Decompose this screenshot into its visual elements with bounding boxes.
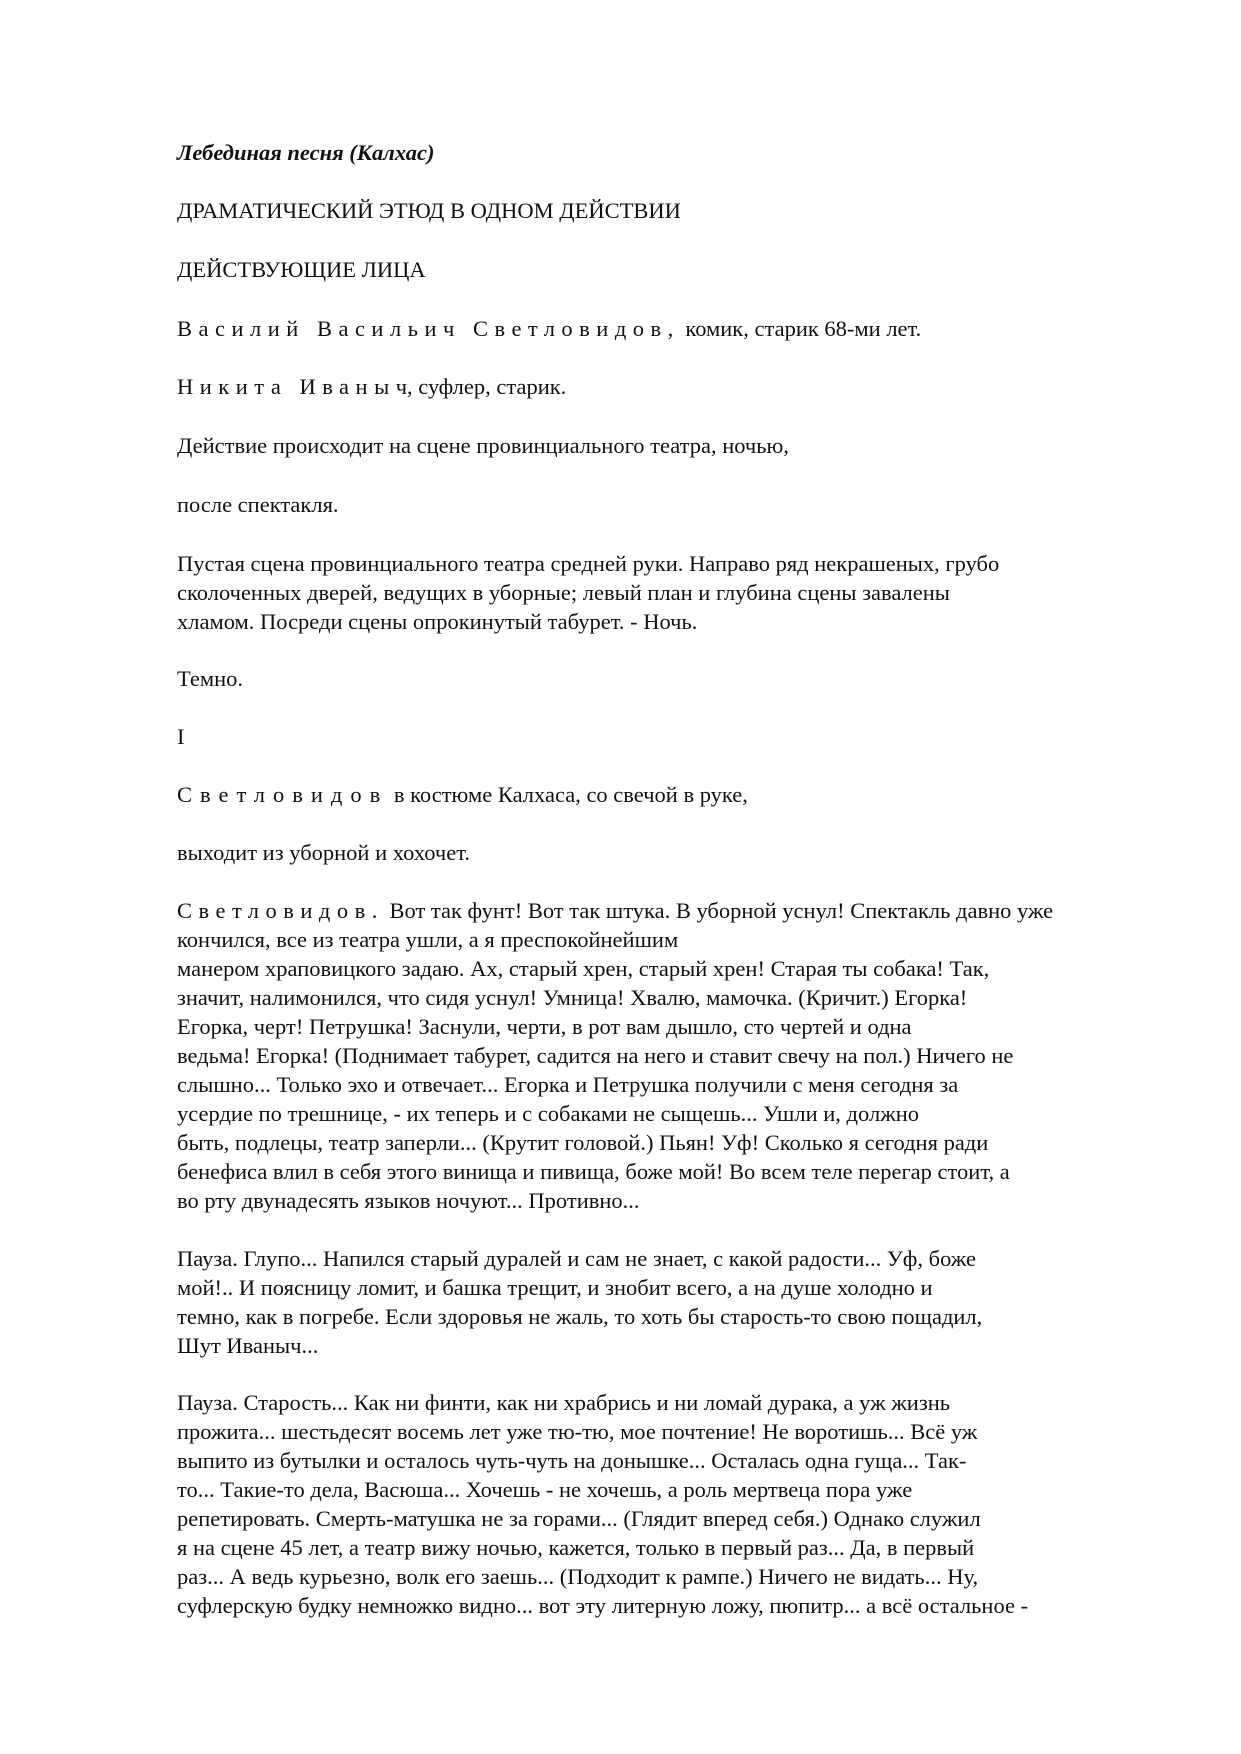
monologue-line: манером храповицкого задаю. Ах, старый хрен, старый хрен! Старая ты собака! Так, <box>177 956 990 981</box>
monologue-line: значит, налимонился, что сидя уснул! Умница! Хвалю, мамочка. (Кричит.) Егорка! <box>177 985 968 1010</box>
cast-description: комик, старик 68-ми лет. <box>679 316 922 341</box>
cast-entry <box>177 314 921 343</box>
play-subtitle: ДРАМАТИЧЕСКИЙ ЭТЮД В ОДНОМ ДЕЙСТВИИ <box>177 198 681 223</box>
cast-entry <box>177 372 566 401</box>
monologue-line <box>177 896 1053 925</box>
monologue-line: бенефиса влил в себя этого винища и пивища, боже мой! Во всем теле перегар стоит, а <box>177 1159 1010 1184</box>
stage-direction-line: сколоченных дверей, ведущих в уборные; левый план и глубина сцены завалены <box>177 580 950 605</box>
pause-paragraph-line: Шут Иваныч... <box>177 1333 319 1358</box>
pause-paragraph-line: Пауза. Глупо... Напился старый дуралей и сам не знает, с какой радости... Уф, боже <box>177 1246 976 1271</box>
entrance-direction <box>177 780 748 809</box>
pause-paragraph-line: прожита... шестьдесят восемь лет уже тю-тю, мое почтение! Не воротишь... Всё уж <box>177 1419 978 1444</box>
character-name: Светловидов <box>177 782 389 807</box>
setting-line: Действие происходит на сцене провинциального театра, ночью, <box>177 433 789 458</box>
cast-name: Никита Иваны <box>177 374 396 399</box>
pause-paragraph-line: выпито из бутылки и осталось чуть-чуть на донышке... Осталась одна гуща... Так- <box>177 1448 967 1473</box>
cast-name: Василий Васильич Светловидов, <box>177 316 680 341</box>
pause-paragraph-line: темно, как в погребе. Если здоровья не жаль, то хоть бы старость-то свою пощадил, <box>177 1304 983 1329</box>
pause-paragraph-line: суфлерскую будку немножко видно... вот эту литерную ложу, пюпитр... а всё остальное - <box>177 1593 1029 1618</box>
monologue-line: слышно... Только эхо и отвечает... Егорка и Петрушка получили с меня сегодня за <box>177 1072 959 1097</box>
speaker-name: Светловидов. <box>177 898 384 923</box>
cast-description: ч, суфлер, старик. <box>395 374 567 399</box>
pause-paragraph-line: репетировать. Смерть-матушка не за горами... (Глядит вперед себя.) Однако служил <box>177 1506 981 1531</box>
monologue-text: Вот так фунт! Вот так штука. В уборной уснул! Спектакль давно уже <box>383 898 1054 923</box>
monologue-line: кончился, все из театра ушли, а я преспокойнейшим <box>177 927 679 952</box>
entrance-text: в костюме Калхаса, со свечой в руке, <box>388 782 748 807</box>
scene-number: I <box>177 724 185 749</box>
monologue-line: усердие по трешнице, - их теперь и с собаками не сыщешь... Ушли и, должно <box>177 1101 920 1126</box>
monologue-line: Егорка, черт! Петрушка! Заснули, черти, в рот вам дышло, сто чертей и одна <box>177 1014 912 1039</box>
monologue-line: быть, подлецы, театр заперли... (Крутит головой.) Пьян! Уф! Сколько я сегодня ради <box>177 1130 989 1155</box>
stage-direction-line: Пустая сцена провинциального театра средней руки. Направо ряд некрашеных, грубо <box>177 551 1000 576</box>
pause-paragraph-line: Пауза. Старость... Как ни финти, как ни храбрись и ни ломай дурака, а уж жизнь <box>177 1390 951 1415</box>
monologue-line: во рту двунадесять языков ночуют... Противно... <box>177 1188 640 1213</box>
stage-direction-line: хламом. Посреди сцены опрокинутый табурет. - Ночь. <box>177 609 698 634</box>
pause-paragraph-line: раз... А ведь курьезно, волк его заешь... (Подходит к рампе.) Ничего не видать... Ну, <box>177 1564 979 1589</box>
pause-paragraph-line: мой!.. И поясницу ломит, и башка трещит, и знобит всего, а на душе холодно и <box>177 1275 933 1300</box>
pause-paragraph-line: я на сцене 45 лет, а театр вижу ночью, кажется, только в первый раз... Да, в первый <box>177 1535 975 1560</box>
stage-note: Темно. <box>177 666 244 691</box>
pause-paragraph-line: то... Такие-то дела, Васюша... Хочешь - не хочешь, а роль мертвеца пора уже <box>177 1477 913 1502</box>
cast-heading: ДЕЙСТВУЮЩИЕ ЛИЦА <box>177 257 426 282</box>
monologue-line: ведьма! Егорка! (Поднимает табурет, садится на него и ставит свечу на пол.) Ничего не <box>177 1043 1014 1068</box>
setting-line: после спектакля. <box>177 492 339 517</box>
entrance-direction: выходит из уборной и хохочет. <box>177 840 470 865</box>
play-title: Лебединая песня (Калхас) <box>177 140 435 165</box>
